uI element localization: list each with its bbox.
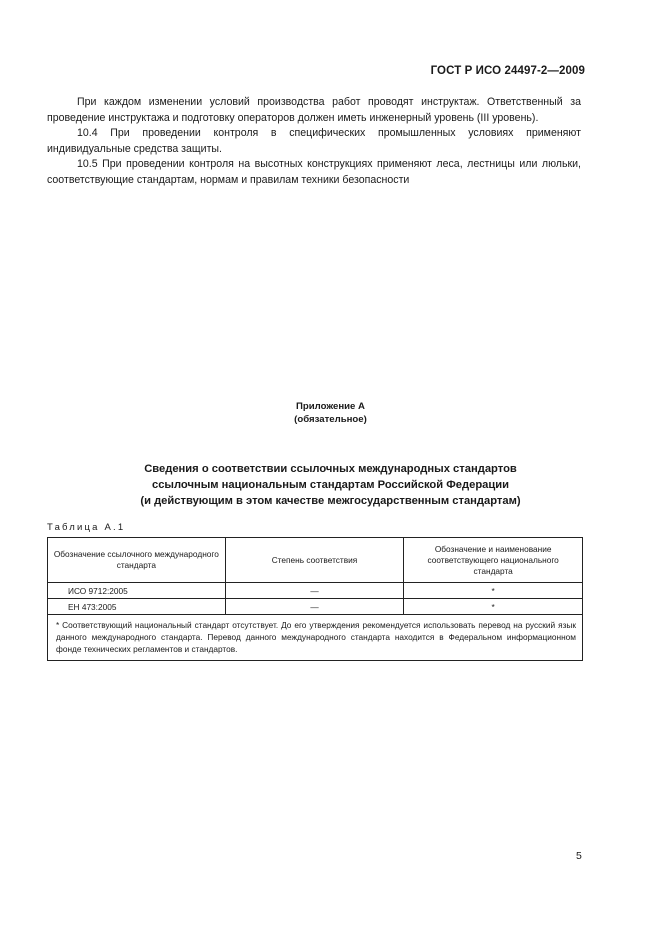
table-header-row	[48, 538, 583, 583]
table-cell: —	[225, 583, 404, 599]
page-number: 5	[576, 850, 582, 862]
paragraph: При каждом изменении условий производства работ проводят инструктаж. Ответственный за проведение инструктажа и подготовку операторов должен иметь инженерный уровень (III уровень).	[47, 96, 581, 124]
table-footnote: * Соответствующий национальный стандарт отсутствует. До его утверждения рекомендуется использовать перевод на русский язык данного международного стандарта. Перевод данного международного стандарта находится в Федеральном информационном фонде технических регламентов и стандартов.	[48, 615, 583, 661]
table-cell: *	[404, 583, 583, 599]
section-title-line: Сведения о соответствии ссылочных международных стандартов	[144, 463, 517, 475]
table-cell: ИСО 9712:2005	[48, 583, 226, 599]
column-header: Обозначение и наименование соответствующего национального стандарта	[404, 538, 583, 583]
paragraph: 10.5 При проведении контроля на высотных конструкциях применяют леса, лестницы или люльки, соответствующие стандартам, нормам и правилам техники безопасности	[47, 158, 581, 186]
paragraph: 10.4 При проведении контроля в специфических промышленных условиях применяют индивидуальные средства защиты.	[47, 127, 581, 155]
table-cell: —	[225, 599, 404, 615]
body-text	[47, 95, 581, 189]
appendix-title: Приложение А	[296, 401, 365, 412]
section-title	[0, 462, 661, 509]
table-cell: *	[404, 599, 583, 615]
standards-table	[47, 537, 583, 661]
column-header: Обозначение ссылочного международного стандарта	[48, 538, 226, 583]
appendix-heading	[0, 401, 661, 426]
table-footnote-row	[48, 615, 583, 661]
document-header: ГОСТ Р ИСО 24497-2—2009	[430, 65, 585, 77]
table-row	[48, 599, 583, 615]
table-caption: Таблица А.1	[47, 522, 126, 533]
section-title-line: ссылочным национальным стандартам Российской Федерации	[151, 478, 510, 491]
column-header: Степень соответствия	[225, 538, 404, 583]
section-title-line: (и действующим в этом качестве межгосударственным стандартам)	[140, 494, 521, 507]
appendix-status: (обязательное)	[294, 413, 367, 425]
table-row	[48, 583, 583, 599]
table-cell: ЕН 473:2005	[48, 599, 226, 615]
